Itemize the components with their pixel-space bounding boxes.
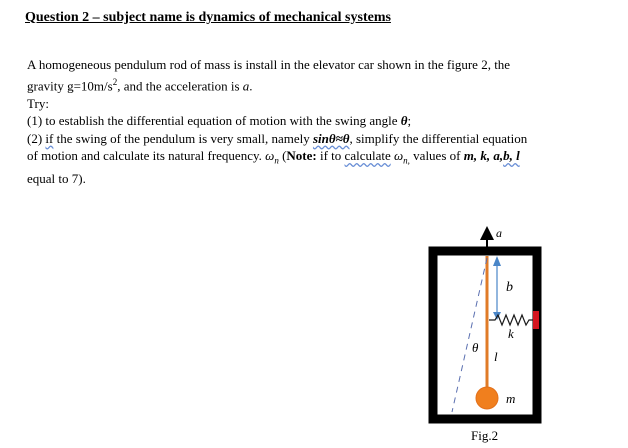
label-b: b <box>506 280 513 295</box>
spring-wall-mount <box>533 311 539 329</box>
task-2: (2) if the swing of the pendulum is very small, namely sinθ≈θ, simplify the differential equation <box>27 130 528 146</box>
label-l: l <box>494 349 498 364</box>
question-heading: Question 2 – subject name is dynamics of mechanical systems <box>25 10 391 25</box>
task-1: (1) to establish the differential equation of motion with the swing angle θ; <box>27 113 412 129</box>
acceleration-symbol: a <box>242 77 250 93</box>
task-2-continued: of motion and calculate its natural frequency. $\omega_n$ (Note: if to calculate $\omega_{n,}$ values of m, k, a,b, l <box>27 148 520 166</box>
label-theta: θ <box>472 340 479 355</box>
statement-line-2: gravity $g=10m/s^2$, and the acceleration is a. <box>27 76 253 93</box>
try-label: Try: <box>27 95 49 111</box>
pendulum-bob <box>476 387 498 409</box>
task-2-end: equal to 7). <box>27 171 86 187</box>
figure-caption: Fig.2 <box>471 428 499 443</box>
label-m: m <box>506 391 516 406</box>
statement-line-1: A homogeneous pendulum rod of mass is install in the elevator car shown in the figure 2, the <box>27 57 511 72</box>
label-a: a <box>496 226 502 240</box>
label-k: k <box>508 326 514 341</box>
acceleration-arrowhead <box>480 226 494 240</box>
dimension-b-arrowhead-top <box>493 256 501 266</box>
theta-symbol: θ <box>400 113 408 129</box>
small-angle-approximation: sinθ≈θ <box>312 130 350 146</box>
